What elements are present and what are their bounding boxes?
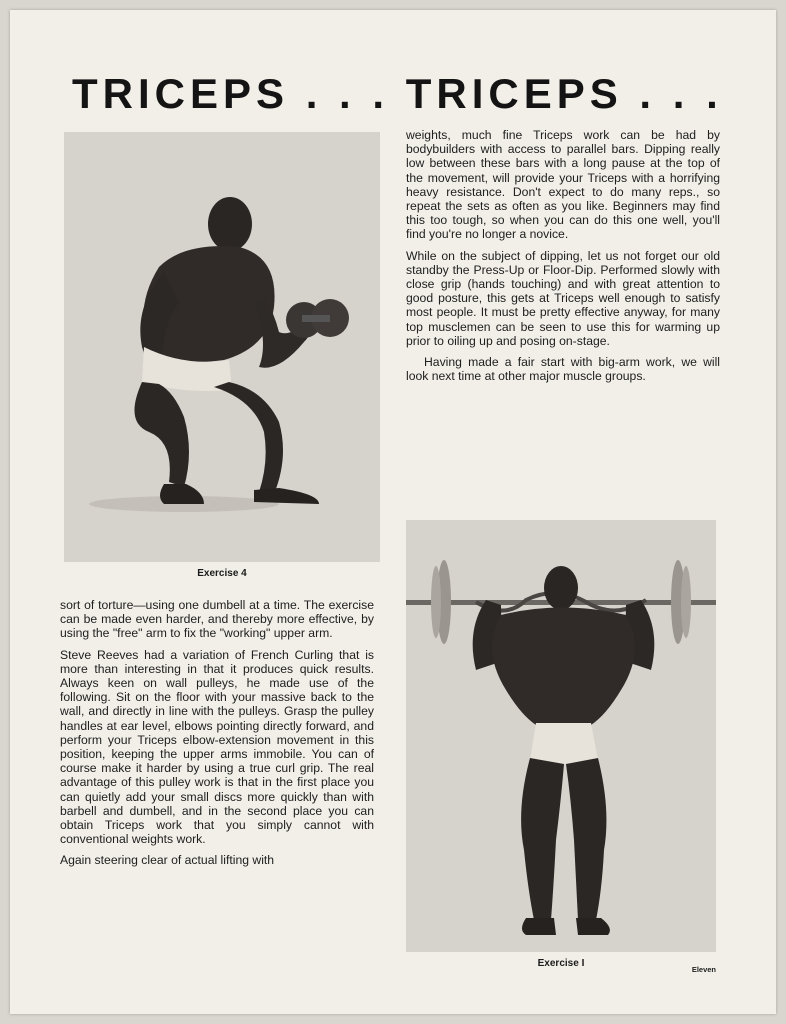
standing-bodybuilder-barbell-illustration — [406, 520, 716, 952]
right-text-column — [406, 128, 720, 390]
right-paragraph-2: While on the subject of dipping, let us not forget our old standby the Press-Up or Floor-Dip. Performed slowly with close grip (hands touching) and with great attention to good posture, this gets at Triceps well enough to satisfy most people. It must be pretty effective anyway, for many top musclemen can be seen to use this for warming up prior to oiling up and posing on-stage. — [406, 248, 720, 348]
page-title: TRICEPS . . . TRICEPS . . . — [72, 70, 723, 117]
crouching-bodybuilder-illustration — [64, 132, 380, 562]
left-paragraph-2: Steve Reeves had a variation of French Curling that is more than interesting in that it produces quick results. Always keen on wall pulleys, he made use of the following. Sit on the floor with your massive back to the wall, and directly in line with the pulleys. Grasp the pulley handles at ear level, elbows pointing directly forward, and perform your Triceps elbow-extension movement in this position, keeping the upper arms immobile. You can of course make it harder by using a true curl grip. The real advantage of this pulley work is that in the first place you can quietly add your small discs more quickly than with barbell and dumbell, and in the second place you can obtain Triceps work that you simply cannot with conventional weights work. — [60, 647, 374, 847]
right-paragraph-3: Having made a fair start with big-arm work, we will look next time at other major muscle groups. — [406, 355, 720, 384]
right-paragraph-1: weights, much fine Triceps work can be had by bodybuilders with access to parallel bars. Dipping really low between these bars with a long pause at the top of the movement, will provide your Triceps with a horrifying heavy resistance. Don't expect to do many reps., so repeat the sets as often as you like. Beginners may find this too tough, so when you can do this one well, you'll find you're no longer a novice. — [406, 128, 720, 242]
left-paragraph-1: sort of torture—using one dumbell at a time. The exercise can be made even harder, and thereby more effective, by using the "free" arm to fix the "working" upper arm. — [60, 598, 374, 641]
left-text-column — [60, 598, 374, 875]
exercise-1-photo — [406, 520, 716, 952]
exercise-1-caption: Exercise I — [537, 958, 585, 969]
page-number: Eleven — [691, 965, 716, 974]
magazine-page — [10, 10, 776, 1014]
left-paragraph-3: Again steering clear of actual lifting with — [60, 853, 275, 868]
exercise-4-photo — [64, 132, 380, 562]
exercise-4-caption: Exercise 4 — [197, 568, 247, 579]
